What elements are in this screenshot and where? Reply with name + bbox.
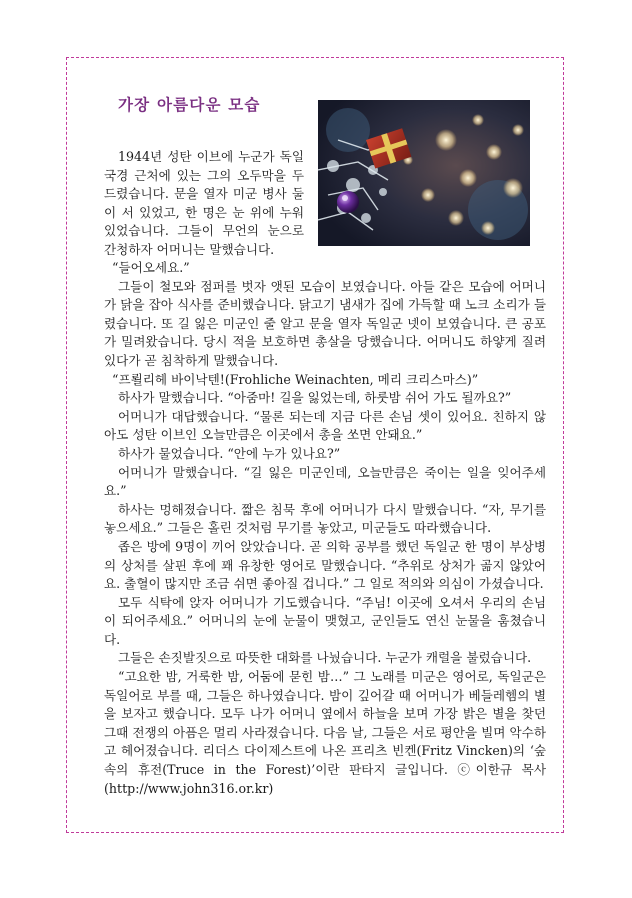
article-intro-column: [104, 148, 304, 260]
paragraph-7: 하사가 물었습니다. “안에 누가 있나요?”: [118, 445, 341, 461]
paragraph-9: 하사는 멍해졌습니다. 짧은 침묵 후에 어머니가 다시 말했습니다. “자, 무기를 놓으세요.” 그들은 홀린 것처럼 무기를 놓았고, 미군들도 따라했습니다.: [104, 501, 546, 536]
paragraph-13: “고요한 밤, 거룩한 밤, 어둠에 묻힌 밤…” 그 노래를 미군은 영어로, 독일군은 독일어로 부를 때, 그들은 하나였습니다. 밤이 깊어갈 때 어머니가 베들레헴의 별을 보자고 했습니다. 모두 나가 어머니 옆에서 하늘을 보며 가장 밝은 별을 찾던 그때 전쟁의 아픔은 멀리 사라졌습니다. 다음 날, 그들은 서로 평안을 빌며 악수하고 헤어졌습니다. 리더스 다이제스트에 나온 프리츠 빈켄(Fritz Vincken)의 ‘숲 속의 휴전(Truce in the Forest)’이란 판타지 글입니다. ⓒ이한규 목사 (http://www.john316.or.kr): [104, 669, 546, 796]
paragraph-3: 그들이 철모와 점퍼를 벗자 앳된 모습이 보였습니다. 아들 같은 모습에 어머니가 닭을 잡아 식사를 준비했습니다. 닭고기 냄새가 집에 가득할 때 노크 소리가 들렸습니다. 또 길 잃은 미군인 줄 알고 문을 열자 독일군 넷이 보였습니다. 큰 공포가 밀려왔습니다. 당시 적을 보호하면 총살을 당했습니다. 어머니도 하얗게 질려 있다가 곧 침착하게 말했습니다.: [104, 278, 546, 368]
article-body: [104, 259, 546, 798]
article-title: 가장 아름다운 모습: [118, 96, 261, 114]
paragraph-8: 어머니가 말했습니다. “길 잃은 미군인데, 오늘만큼은 죽이는 일을 잊어주세요.”: [104, 464, 546, 499]
paragraph-5: 하사가 말했습니다. “아줌마! 길을 잃었는데, 하룻밤 쉬어 가도 될까요?”: [118, 390, 512, 406]
christmas-tree-photo: [318, 100, 530, 246]
paragraph-4: “프뢸리헤 바이낙텐!(Frohliche Weinachten, 메리 크리스마스)”: [112, 371, 479, 387]
paragraph-6: 어머니가 대답했습니다. “물론 되는데 지금 다른 손님 셋이 있어요. 친하지 않아도 성탄 이브인 오늘만큼은 이곳에서 총을 쏘면 안돼요.”: [104, 408, 546, 443]
paragraph-10: 좁은 방에 9명이 끼어 앉았습니다. 곧 의학 공부를 했던 독일군 한 명이 부상병의 상처를 살핀 후에 꽤 유창한 영어로 말했습니다. “추위로 상처가 곪지 않았어요. 출혈이 많지만 조금 쉬면 좋아질 겁니다.” 그 일로 적의와 의심이 가셨습니다.: [104, 538, 546, 592]
paragraph-12: 그들은 손짓발짓으로 따뜻한 대화를 나눴습니다. 누군가 캐럴을 불렀습니다.: [118, 650, 532, 666]
paragraph-11: 모두 식탁에 앉자 어머니가 기도했습니다. “주님! 이곳에 오셔서 우리의 손님이 되어주세요.” 어머니의 눈에 눈물이 맺혔고, 군인들도 연신 눈물을 훔쳤습니다.: [104, 594, 546, 647]
paragraph-1: 1944년 성탄 이브에 누군가 독일 국경 근처에 있는 그의 오두막을 두드렸습니다. 문을 열자 미군 병사 둘이 서 있었고, 한 명은 눈 위에 누워있었습니다. 그들이 무언의 눈으로 간청하자 어머니는 말했습니다.: [104, 149, 304, 257]
paragraph-2: “들어오세요.”: [112, 260, 190, 275]
